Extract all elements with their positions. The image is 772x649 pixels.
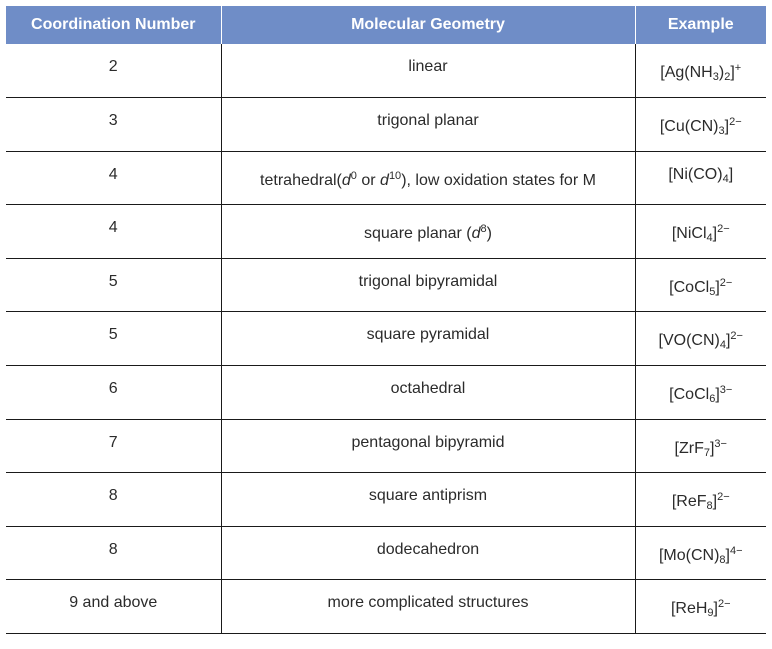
table-row	[6, 419, 766, 473]
text-segment: [VO(CN)	[658, 332, 720, 350]
text-segment: 2−	[717, 223, 730, 236]
text-segment: [Mo(CN)	[658, 546, 720, 564]
example-formula-cell	[635, 580, 766, 634]
table-row	[6, 366, 766, 420]
example-formula-cell	[635, 312, 766, 366]
header-molecular-geometry: Molecular Geometry	[221, 6, 635, 44]
coordination-geometry-table	[6, 6, 766, 634]
text-segment: square planar (	[364, 225, 472, 243]
text-segment: or	[356, 171, 381, 189]
text-segment: ]	[713, 600, 718, 618]
example-formula-cell	[635, 419, 766, 473]
text-segment: 2−	[719, 276, 733, 289]
example-formula-cell	[635, 44, 766, 98]
text-segment: 8	[480, 223, 487, 236]
table-row	[6, 580, 766, 634]
text-segment: pentagonal bipyramid	[351, 433, 505, 451]
text-segment: 4	[706, 232, 713, 245]
molecular-geometry-cell	[221, 151, 635, 205]
table-row	[6, 151, 766, 205]
molecular-geometry-cell	[221, 258, 635, 312]
text-segment: ]	[725, 546, 730, 564]
text-segment: [CoCl	[669, 386, 710, 404]
table-row	[6, 98, 766, 152]
text-segment: ]	[712, 493, 718, 511]
example-formula-cell	[635, 205, 766, 259]
text-segment: more complicated structures	[327, 594, 529, 612]
molecular-geometry-cell	[221, 419, 635, 473]
text-segment: ]	[730, 64, 735, 81]
text-segment: 8	[719, 553, 726, 566]
text-segment: dodecahedron	[376, 540, 480, 558]
text-segment: d	[341, 171, 351, 189]
text-segment: square pyramidal	[366, 326, 490, 344]
text-segment: [Cu(CN)	[659, 118, 719, 136]
molecular-geometry-cell	[221, 473, 635, 527]
molecular-geometry-cell	[221, 205, 635, 259]
text-segment: d	[380, 171, 389, 189]
text-segment: ]	[728, 165, 734, 183]
example-formula-cell	[635, 473, 766, 527]
text-segment: 3	[712, 71, 719, 83]
text-segment: trigonal planar	[377, 112, 479, 130]
example-formula-cell	[635, 98, 766, 152]
text-segment: [CoCl	[669, 278, 710, 296]
text-segment: linear	[408, 58, 448, 75]
text-segment: 2−	[717, 491, 730, 504]
example-formula-cell	[635, 151, 766, 205]
coordination-number-cell: 6	[6, 366, 221, 420]
coordination-number-cell: 8	[6, 473, 221, 527]
text-segment: )	[486, 225, 492, 243]
text-segment: [NiCl	[671, 225, 707, 243]
table-row	[6, 258, 766, 312]
table-row	[6, 44, 766, 98]
coordination-number-cell: 5	[6, 312, 221, 366]
text-segment: d	[471, 225, 481, 243]
text-segment: trigonal bipyramidal	[358, 272, 498, 290]
coordination-number-cell: 4	[6, 151, 221, 205]
molecular-geometry-cell	[221, 580, 635, 634]
table-body	[6, 44, 766, 634]
text-segment: 3	[718, 125, 725, 138]
coordination-number-cell: 4	[6, 205, 221, 259]
molecular-geometry-cell	[221, 44, 635, 98]
text-segment: [Ag(NH	[660, 64, 713, 81]
text-segment: ]	[712, 225, 718, 243]
text-segment: ]	[709, 439, 715, 457]
text-segment: 3−	[714, 437, 727, 450]
coordination-number-cell: 9 and above	[6, 580, 221, 634]
text-segment: )	[718, 64, 725, 81]
coordination-number-cell: 5	[6, 258, 221, 312]
text-segment: octahedral	[390, 380, 466, 398]
header-row	[6, 6, 766, 44]
text-segment: 2−	[730, 330, 743, 343]
text-segment: 2−	[717, 598, 731, 611]
text-segment: [ReF	[671, 493, 707, 511]
text-segment: 7	[703, 446, 710, 459]
example-formula-cell	[635, 258, 766, 312]
text-segment: [ZrF	[674, 439, 704, 457]
text-segment: +	[734, 62, 742, 74]
text-segment: ]	[715, 386, 720, 404]
table-row	[6, 526, 766, 580]
table-row	[6, 312, 766, 366]
text-segment: tetrahedral(	[260, 171, 342, 189]
header-example: Example	[635, 6, 766, 44]
molecular-geometry-cell	[221, 526, 635, 580]
example-formula-cell	[635, 366, 766, 420]
example-formula-cell	[635, 526, 766, 580]
text-segment: 6	[709, 393, 716, 406]
coordination-number-cell: 3	[6, 98, 221, 152]
text-segment: 4	[722, 172, 729, 185]
text-segment: 5	[709, 285, 716, 298]
table-row	[6, 473, 766, 527]
coordination-number-cell: 8	[6, 526, 221, 580]
coordination-number-cell: 7	[6, 419, 221, 473]
text-segment: 2	[724, 71, 731, 83]
text-segment: [Ni(CO)	[668, 165, 723, 183]
coordination-table-container	[6, 6, 766, 634]
table-row	[6, 205, 766, 259]
text-segment: ]	[725, 332, 731, 350]
text-segment: ), low oxidation states for M	[401, 171, 596, 189]
coordination-number-cell: 2	[6, 44, 221, 98]
text-segment: 4	[719, 339, 726, 352]
molecular-geometry-cell	[221, 312, 635, 366]
text-segment: [ReH	[670, 600, 708, 618]
text-segment: 2−	[729, 116, 742, 129]
text-segment: ]	[715, 278, 720, 296]
text-segment: 0	[350, 169, 357, 182]
text-segment: 9	[707, 607, 714, 620]
text-segment: 10	[388, 169, 402, 182]
molecular-geometry-cell	[221, 366, 635, 420]
text-segment: 4−	[729, 544, 743, 557]
text-segment: square antiprism	[368, 487, 488, 505]
molecular-geometry-cell	[221, 98, 635, 152]
header-coordination-number: Coordination Number	[6, 6, 221, 44]
table-header	[6, 6, 766, 44]
text-segment: 8	[706, 500, 713, 513]
text-segment: 3−	[719, 384, 733, 397]
text-segment: ]	[724, 118, 730, 136]
